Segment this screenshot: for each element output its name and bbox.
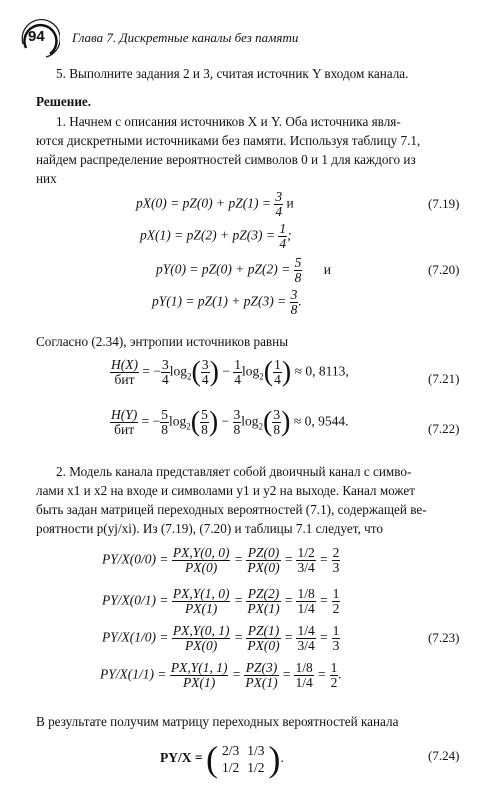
eq24-end: . <box>280 750 284 766</box>
paragraph-3-line-3: быть задан матрицей переходных вероятностей (7.1), содержащей ве- <box>36 502 427 517</box>
paragraph-1-line-3: найдем распределение вероятностей символов 0 и 1 для каждого из <box>36 152 416 167</box>
eq20b-lhs: pY(1) = pZ(1) + pZ(3) = <box>152 293 287 309</box>
eq22-frac-d: $\frac{3}{8}$ <box>273 407 281 437</box>
eq22-result: ≈ 0, 9544. <box>293 413 349 429</box>
eq21-frac-b: $\frac{3}{4}$ <box>201 357 209 387</box>
equation-number-7-20: (7.20) <box>428 262 460 277</box>
paragraph-4: В результате получим матрицу переходных вероятностей канала <box>36 714 399 729</box>
eq19b-lhs: pX(1) = pZ(2) + pZ(3) = <box>140 227 275 243</box>
matrix-cell-1-1: 2/3 <box>221 743 240 758</box>
page-number-badge <box>20 18 60 58</box>
eq19b-fraction: $\frac{1}{4}$ <box>279 221 287 251</box>
equation-7-19b <box>140 222 292 251</box>
eq24-lhs: PY/X = <box>160 750 203 766</box>
equation-number-7-23: (7.23) <box>428 630 460 645</box>
eq22-frac-a: $\frac{5}{8}$ <box>161 407 168 437</box>
eq21-frac-c: $\frac{1}{4}$ <box>234 357 242 387</box>
paragraph-1-line-4: них <box>36 171 57 186</box>
solution-heading: Решение. <box>36 94 92 109</box>
paragraph-2: Согласно (2.34), энтропии источников равны <box>36 334 289 349</box>
paragraph-3-line-4: роятности p(yj/xi). Из (7.19), (7.20) и таблицы 7.1 следует, что <box>36 521 383 536</box>
matrix-cell-2-2: 1/2 <box>247 760 265 775</box>
equation-7-23-row-3: PY/X(1/0) = $\frac{PX,Y(0, 1)}{PX(0)}$ = $\frac{PZ(1)}{PX(0)}$ = $\frac{1/4}{3/4}$ = $\frac{1}{3}$ <box>102 623 340 653</box>
page-number: 94 <box>28 28 45 45</box>
equation-7-23-row-1: PY/X(0/0) = $\frac{PX,Y(0, 0)}{PX(0)}$ = $\frac{PZ(0)}{PX(0)}$ = $\frac{1/2}{3/4}$ = $\frac{2}{3}$ <box>102 545 340 575</box>
eq21-frac-a: $\frac{3}{4}$ <box>161 357 169 387</box>
equation-7-19 <box>136 190 294 219</box>
eq19-tail: и <box>286 195 294 211</box>
equation-number-7-24: (7.24) <box>428 748 460 763</box>
equation-number-7-19: (7.19) <box>428 196 460 211</box>
equation-7-23-row-4: PY/X(1/1) = $\frac{PX,Y(1, 1)}{PX(1)}$ = $\frac{PZ(3)}{PX(1)}$ = $\frac{1/8}{1/4}$ = $\frac{1}{2}$ . <box>100 660 342 690</box>
eq20-tail: и <box>323 261 331 277</box>
equation-7-20 <box>156 256 331 285</box>
eq20b-tail: . <box>298 293 302 309</box>
eq20b-fraction: $\frac{3}{8}$ <box>290 287 298 317</box>
eq19b-tail: ; <box>287 227 292 243</box>
paragraph-1-line-2: ются дискретными источниками без памяти. Используя таблицу 7.1, <box>36 133 421 148</box>
running-head: Глава 7. Дискретные каналы без памяти <box>72 30 299 45</box>
equation-7-21: $\frac{H(X)}{\text{бит}}$ = − $\frac{3}{4}$ $\log_2$( $\frac{3}{4}$ ) − $\frac{1}{4}$ $\log_2$( $\frac{1}{4}$ ) ≈ 0, 8113, <box>111 356 349 388</box>
equation-number-7-22: (7.22) <box>428 421 460 436</box>
eq22-frac-b: $\frac{5}{8}$ <box>201 407 208 437</box>
eq21-entropy-fraction: $\frac{H(X)}{\text{бит}}$ <box>111 357 138 387</box>
eq20-lhs: pY(0) = pZ(0) + pZ(2) = <box>156 261 291 277</box>
paragraph-1-line-1: 1. Начнем с описания источников X и Y. Оба источника явля- <box>56 114 401 129</box>
equation-7-20b <box>152 288 302 317</box>
eq19-lhs: pX(0) = pZ(0) + pZ(1) = <box>136 195 271 211</box>
task-text: 5. Выполните задания 2 и 3, считая источник Y входом канала. <box>56 66 409 81</box>
equation-7-23-row-2: PY/X(0/1) = $\frac{PX,Y(1, 0)}{PX(1)}$ = $\frac{PZ(2)}{PX(1)}$ = $\frac{1/8}{1/4}$ = $\frac{1}{2}$ <box>102 586 340 616</box>
paragraph-3-line-2: лами x1 и x2 на входе и символами y1 и y2 на выходе. Канал может <box>36 483 415 498</box>
equation-7-22: $\frac{H(Y)}{\text{бит}}$ = − $\frac{5}{8}$ $\log_2$( $\frac{5}{8}$ ) − $\frac{3}{8}$ $\log_2$( $\frac{3}{8}$ ) ≈ 0, 9544. <box>111 406 349 438</box>
matrix-cell-2-1: 1/2 <box>221 760 240 775</box>
eq22-entropy-fraction: $\frac{H(Y)}{\text{бит}}$ <box>111 407 138 437</box>
transition-matrix <box>218 742 269 776</box>
eq21-result: ≈ 0, 8113, <box>294 363 349 379</box>
eq20-fraction: $\frac{5}{8}$ <box>294 255 302 285</box>
eq21-frac-d: $\frac{1}{4}$ <box>274 357 281 387</box>
matrix-cell-1-2: 1/3 <box>247 743 265 758</box>
paragraph-3-line-1: 2. Модель канала представляет собой двоичный канал с симво- <box>56 464 412 479</box>
equation-number-7-21: (7.21) <box>428 371 460 386</box>
eq22-frac-c: $\frac{3}{8}$ <box>233 407 241 437</box>
eq19-fraction: $\frac{3}{4}$ <box>275 189 283 219</box>
equation-7-24: PY/X = ( 2/3 1/3 1/2 1/2 ). <box>160 739 284 779</box>
